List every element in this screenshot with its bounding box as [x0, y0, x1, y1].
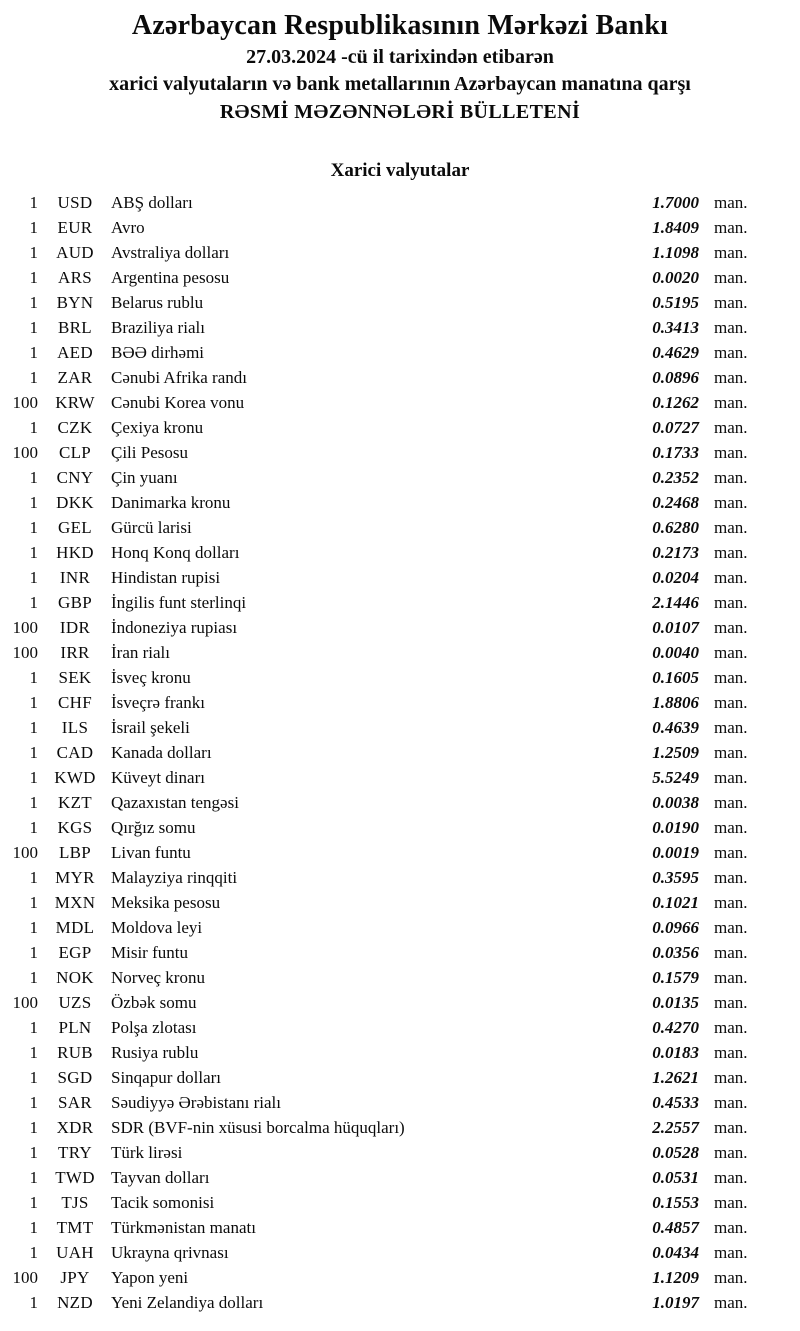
table-row: [0, 965, 800, 990]
table-row: [0, 365, 800, 390]
currency-code: GEL: [58, 518, 92, 537]
currency-name: Avstraliya dolları: [111, 243, 230, 262]
currency-name: İran rialı: [111, 643, 170, 662]
currency-quantity: 1: [29, 1168, 38, 1187]
currency-code: ARS: [58, 268, 92, 287]
currency-rate: 0.3413: [652, 318, 699, 337]
currency-name: BƏƏ dirhəmi: [111, 343, 205, 362]
currency-quantity: 1: [29, 543, 38, 562]
currency-unit: man.: [714, 843, 748, 862]
currency-unit: man.: [714, 993, 748, 1012]
table-row: [0, 1115, 800, 1140]
currency-unit: man.: [714, 518, 748, 537]
section-title-foreign-currencies: Xarici valyutalar: [330, 160, 470, 181]
currency-code: SGD: [57, 1068, 93, 1087]
currency-code: KGS: [57, 818, 93, 837]
currency-rate: 0.1262: [652, 393, 699, 412]
bank-name: Azərbaycan Respublikasının Mərkəzi Bankı: [131, 10, 669, 41]
currency-unit: man.: [714, 1118, 748, 1137]
currency-unit: man.: [714, 768, 748, 787]
currency-code: PLN: [58, 1018, 92, 1037]
currency-unit: man.: [714, 193, 748, 212]
currency-name: Braziliya rialı: [111, 318, 205, 337]
currency-rate: 0.4533: [652, 1093, 699, 1112]
currency-quantity: 1: [29, 693, 38, 712]
table-row: [0, 340, 800, 365]
currency-code: NZD: [57, 1293, 93, 1312]
currency-name: Argentina pesosu: [111, 268, 230, 287]
currency-unit: man.: [714, 943, 748, 962]
currency-name: Qazaxıstan tengəsi: [111, 793, 239, 812]
effective-date-line: 27.03.2024 -cü il tarixindən etibarən: [246, 46, 554, 68]
currency-code: EGP: [58, 943, 92, 962]
currency-name: Sinqapur dolları: [111, 1068, 222, 1087]
currency-quantity: 1: [29, 468, 38, 487]
currency-code: MXN: [54, 893, 96, 912]
currency-quantity: 1: [29, 1218, 38, 1237]
currency-quantity: 1: [29, 818, 38, 837]
table-row: [0, 240, 800, 265]
currency-name: Türk lirəsi: [111, 1143, 183, 1162]
table-row: [0, 515, 800, 540]
currency-unit: man.: [714, 1068, 748, 1087]
currency-unit: man.: [714, 343, 748, 362]
currency-quantity: 1: [29, 868, 38, 887]
currency-name: Malayziya rinqqiti: [111, 868, 238, 887]
currency-unit: man.: [714, 218, 748, 237]
currency-rate: 1.8409: [652, 218, 699, 237]
currency-code: MYR: [55, 868, 95, 887]
currency-unit: man.: [714, 418, 748, 437]
currency-name: İsveç kronu: [111, 668, 191, 687]
currency-unit: man.: [714, 543, 748, 562]
currency-rate: 0.4857: [652, 1218, 699, 1237]
table-row: [0, 190, 800, 215]
currency-name: Tayvan dolları: [111, 1168, 210, 1187]
currency-quantity: 1: [29, 368, 38, 387]
currency-code: LBP: [58, 843, 92, 862]
currency-rate: 0.5195: [652, 293, 699, 312]
currency-name: Rusiya rublu: [111, 1043, 199, 1062]
currency-name: Qırğız somu: [111, 818, 196, 837]
currency-unit: man.: [714, 743, 748, 762]
currency-name: Küveyt dinarı: [111, 768, 205, 787]
currency-unit: man.: [714, 393, 748, 412]
currency-quantity: 1: [29, 293, 38, 312]
currency-quantity: 1: [29, 1293, 38, 1312]
currency-quantity: 100: [12, 618, 38, 637]
currency-name: Cənubi Afrika randı: [111, 368, 247, 387]
currency-code: KZT: [58, 793, 92, 812]
currency-code: IDR: [59, 618, 91, 637]
currency-rate: 0.0434: [652, 1243, 699, 1262]
table-row: [0, 1265, 800, 1290]
currency-quantity: 1: [29, 268, 38, 287]
table-row: [0, 1240, 800, 1265]
currency-unit: man.: [714, 693, 748, 712]
currency-code: ILS: [61, 718, 89, 737]
currency-quantity: 1: [29, 1243, 38, 1262]
currency-name: Kanada dolları: [111, 743, 212, 762]
currency-code: CNY: [56, 468, 94, 487]
currency-unit: man.: [714, 1043, 748, 1062]
currency-quantity: 100: [12, 393, 38, 412]
currency-unit: man.: [714, 1018, 748, 1037]
currency-code: ZAR: [57, 368, 93, 387]
currency-name: Belarus rublu: [111, 293, 204, 312]
table-row: [0, 1090, 800, 1115]
currency-quantity: 1: [29, 593, 38, 612]
currency-name: ABŞ dolları: [111, 193, 193, 212]
table-row: [0, 1140, 800, 1165]
currency-quantity: 1: [29, 918, 38, 937]
currency-code: HKD: [56, 543, 94, 562]
table-row: [0, 890, 800, 915]
currency-quantity: 1: [29, 1018, 38, 1037]
table-row: [0, 840, 800, 865]
currency-rate: 0.2173: [652, 543, 699, 562]
table-row: [0, 1015, 800, 1040]
currency-quantity: 1: [29, 218, 38, 237]
currency-unit: man.: [714, 593, 748, 612]
currency-code: GBP: [58, 593, 92, 612]
currency-name: Misir funtu: [111, 943, 188, 962]
currency-name: Cənubi Korea vonu: [111, 393, 245, 412]
currency-name: İndoneziya rupiası: [111, 618, 238, 637]
currency-quantity: 1: [29, 1043, 38, 1062]
table-row: [0, 565, 800, 590]
currency-rate: 0.1021: [652, 893, 699, 912]
currency-name: Səudiyyə Ərəbistanı rialı: [111, 1093, 281, 1112]
currency-rate: 1.0197: [652, 1293, 699, 1312]
currency-rate: 0.0727: [652, 418, 699, 437]
currency-unit: man.: [714, 868, 748, 887]
currency-name: İngilis funt sterlinqi: [111, 593, 247, 612]
currency-code: DKK: [56, 493, 94, 512]
currency-code: CLP: [58, 443, 92, 462]
table-row: [0, 940, 800, 965]
currency-unit: man.: [714, 318, 748, 337]
currency-name: Danimarka kronu: [111, 493, 231, 512]
currency-rate: 0.1605: [652, 668, 699, 687]
table-row: [0, 290, 800, 315]
currency-unit: man.: [714, 1243, 748, 1262]
currency-rate: 0.0528: [652, 1143, 699, 1162]
currency-quantity: 1: [29, 668, 38, 687]
table-row: [0, 440, 800, 465]
table-row: [0, 915, 800, 940]
currency-rate: 0.1553: [652, 1193, 699, 1212]
currency-name: Gürcü larisi: [111, 518, 192, 537]
table-row: [0, 315, 800, 340]
table-row: [0, 1040, 800, 1065]
currency-name: Norveç kronu: [111, 968, 205, 987]
currency-name: Yeni Zelandiya dolları: [111, 1293, 264, 1312]
currency-unit: man.: [714, 643, 748, 662]
table-row: [0, 490, 800, 515]
table-row: [0, 465, 800, 490]
table-row: [0, 1215, 800, 1240]
currency-name: Honq Konq dolları: [111, 543, 240, 562]
currency-rate: 1.8806: [652, 693, 699, 712]
currency-name: Türkmənistan manatı: [111, 1218, 256, 1237]
currency-quantity: 1: [29, 893, 38, 912]
currency-quantity: 1: [29, 318, 38, 337]
currency-name: SDR (BVF-nin xüsusi borcalma hüquqları): [111, 1118, 405, 1137]
currency-code: RUB: [57, 1043, 93, 1062]
currency-name: İsveçrə frankı: [111, 693, 205, 712]
currency-quantity: 1: [29, 493, 38, 512]
currency-name: Çin yuanı: [111, 468, 178, 487]
currency-unit: man.: [714, 793, 748, 812]
currency-code: KWD: [54, 768, 96, 787]
currency-name: Avro: [111, 218, 145, 237]
currency-quantity: 1: [29, 943, 38, 962]
currency-rate: 0.0020: [652, 268, 699, 287]
currency-unit: man.: [714, 1168, 748, 1187]
currency-unit: man.: [714, 468, 748, 487]
currency-quantity: 100: [12, 443, 38, 462]
currency-quantity: 1: [29, 518, 38, 537]
table-row: [0, 640, 800, 665]
currency-name: Polşa zlotası: [111, 1018, 197, 1037]
table-row: [0, 815, 800, 840]
currency-unit: man.: [714, 1218, 748, 1237]
currency-rate: 0.4270: [652, 1018, 699, 1037]
currency-unit: man.: [714, 1293, 748, 1312]
table-row: [0, 390, 800, 415]
currency-code: JPY: [60, 1268, 90, 1287]
currency-quantity: 100: [12, 993, 38, 1012]
currency-rate: 0.4629: [652, 343, 699, 362]
currency-code: TWD: [55, 1168, 95, 1187]
currency-unit: man.: [714, 818, 748, 837]
currency-name: Hindistan rupisi: [111, 568, 221, 587]
table-row: [0, 765, 800, 790]
currency-code: INR: [59, 568, 91, 587]
currency-name: Meksika pesosu: [111, 893, 221, 912]
subject-line: xarici valyutaların və bank metallarının Azərbaycan manatına qarşı: [109, 73, 691, 95]
currency-quantity: 100: [12, 843, 38, 862]
currency-unit: man.: [714, 293, 748, 312]
currency-unit: man.: [714, 618, 748, 637]
table-row: [0, 540, 800, 565]
currency-code: SEK: [58, 668, 92, 687]
table-row: [0, 665, 800, 690]
currency-code: NOK: [56, 968, 94, 987]
currency-rate: 0.0040: [652, 643, 699, 662]
currency-name: Çexiya kronu: [111, 418, 204, 437]
currency-name: İsrail şekeli: [111, 718, 190, 737]
currency-rate: 0.0038: [652, 793, 699, 812]
currency-name: Özbək somu: [111, 993, 197, 1012]
currency-code: TJS: [61, 1193, 89, 1212]
currency-quantity: 1: [29, 418, 38, 437]
currency-code: TMT: [56, 1218, 94, 1237]
currency-rate: 1.2621: [652, 1068, 699, 1087]
currency-quantity: 1: [29, 343, 38, 362]
currency-code: MDL: [55, 918, 95, 937]
currency-code: CZK: [57, 418, 93, 437]
currency-name: Yapon yeni: [111, 1268, 189, 1287]
currency-unit: man.: [714, 443, 748, 462]
currency-quantity: 1: [29, 793, 38, 812]
currency-quantity: 1: [29, 193, 38, 212]
exchange-rates-table: [0, 190, 800, 1315]
currency-code: EUR: [57, 218, 93, 237]
table-row: [0, 1290, 800, 1315]
currency-name: Moldova leyi: [111, 918, 203, 937]
currency-rate: 0.0135: [652, 993, 699, 1012]
currency-unit: man.: [714, 268, 748, 287]
currency-quantity: 1: [29, 568, 38, 587]
currency-unit: man.: [714, 1143, 748, 1162]
currency-unit: man.: [714, 568, 748, 587]
currency-name: Tacik somonisi: [111, 1193, 215, 1212]
currency-rate: 0.1733: [652, 443, 699, 462]
table-row: [0, 1190, 800, 1215]
currency-rate: 0.0356: [652, 943, 699, 962]
currency-rate: 2.2557: [652, 1118, 699, 1137]
currency-rate: 0.0019: [652, 843, 699, 862]
currency-code: UZS: [58, 993, 92, 1012]
table-row: [0, 590, 800, 615]
currency-quantity: 1: [29, 1068, 38, 1087]
currency-unit: man.: [714, 368, 748, 387]
currency-unit: man.: [714, 718, 748, 737]
currency-code: KRW: [55, 393, 95, 412]
currency-unit: man.: [714, 493, 748, 512]
currency-unit: man.: [714, 918, 748, 937]
currency-quantity: 100: [12, 1268, 38, 1287]
table-row: [0, 715, 800, 740]
currency-unit: man.: [714, 1268, 748, 1287]
currency-code: XDR: [56, 1118, 94, 1137]
currency-rate: 0.1579: [652, 968, 699, 987]
table-row: [0, 990, 800, 1015]
currency-quantity: 1: [29, 1118, 38, 1137]
currency-code: IRR: [60, 643, 90, 662]
table-row: [0, 265, 800, 290]
currency-name: Ukrayna qrivnası: [111, 1243, 229, 1262]
currency-rate: 0.3595: [652, 868, 699, 887]
currency-rate: 0.2352: [652, 468, 699, 487]
currency-rate: 1.2509: [652, 743, 699, 762]
currency-rate: 0.0204: [652, 568, 699, 587]
table-row: [0, 1065, 800, 1090]
currency-rate: 0.0190: [652, 818, 699, 837]
currency-code: AED: [57, 343, 93, 362]
currency-unit: man.: [714, 1193, 748, 1212]
currency-quantity: 100: [12, 643, 38, 662]
table-row: [0, 690, 800, 715]
currency-rate: 5.5249: [652, 768, 699, 787]
currency-code: UAH: [56, 1243, 94, 1262]
currency-unit: man.: [714, 968, 748, 987]
bulletin-header: [0, 0, 800, 126]
bulletin-title: RƏSMİ MƏZƏNNƏLƏRİ BÜLLETENİ: [219, 101, 581, 123]
currency-code: SAR: [58, 1093, 92, 1112]
table-row: [0, 865, 800, 890]
currency-quantity: 1: [29, 718, 38, 737]
currency-quantity: 1: [29, 743, 38, 762]
currency-rate: 1.1098: [652, 243, 699, 262]
currency-unit: man.: [714, 893, 748, 912]
table-row: [0, 740, 800, 765]
currency-code: AUD: [56, 243, 94, 262]
currency-rate: 0.6280: [652, 518, 699, 537]
currency-rate: 0.0531: [652, 1168, 699, 1187]
currency-code: TRY: [58, 1143, 92, 1162]
currency-rate: 1.1209: [652, 1268, 699, 1287]
currency-unit: man.: [714, 668, 748, 687]
currency-code: BYN: [56, 293, 94, 312]
currency-rate: 0.0107: [652, 618, 699, 637]
table-row: [0, 790, 800, 815]
currency-name: Livan funtu: [111, 843, 191, 862]
currency-quantity: 1: [29, 1143, 38, 1162]
currency-quantity: 1: [29, 1193, 38, 1212]
currency-code: USD: [57, 193, 93, 212]
table-row: [0, 1165, 800, 1190]
table-row: [0, 215, 800, 240]
currency-rate: 0.0183: [652, 1043, 699, 1062]
currency-name: Çili Pesosu: [111, 443, 188, 462]
currency-rate: 0.4639: [652, 718, 699, 737]
currency-unit: man.: [714, 1093, 748, 1112]
currency-quantity: 1: [29, 243, 38, 262]
currency-quantity: 1: [29, 968, 38, 987]
currency-quantity: 1: [29, 768, 38, 787]
currency-rate: 0.0896: [652, 368, 699, 387]
table-row: [0, 615, 800, 640]
currency-rate: 0.2468: [652, 493, 699, 512]
currency-code: BRL: [58, 318, 92, 337]
currency-rate: 2.1446: [652, 593, 699, 612]
currency-unit: man.: [714, 243, 748, 262]
currency-code: CHF: [58, 693, 92, 712]
table-row: [0, 415, 800, 440]
currency-rate: 1.7000: [652, 193, 699, 212]
currency-code: CAD: [56, 743, 94, 762]
currency-quantity: 1: [29, 1093, 38, 1112]
currency-rate: 0.0966: [652, 918, 699, 937]
